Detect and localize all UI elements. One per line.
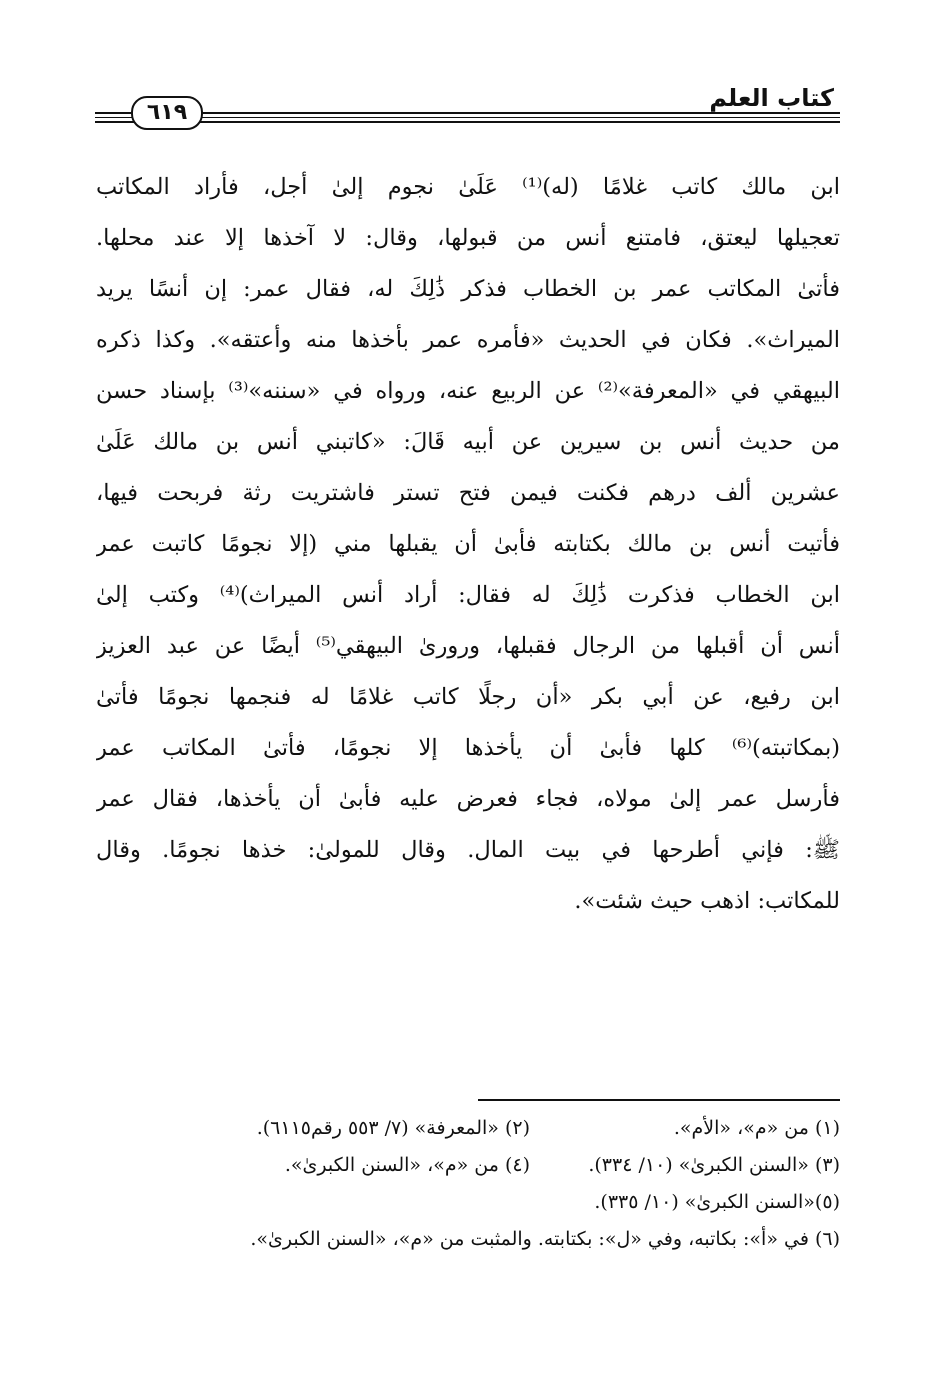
text-line: ﷺ: فإني أطرحها في بيت المال. وقال للمولىٰ: خذها نجومًا. وقال	[96, 837, 840, 863]
header-rule-bottom	[95, 121, 840, 123]
footnote-5: (٥)«السنن الكبرىٰ» (١٠/ ٣٣٥).	[594, 1191, 840, 1213]
text-line: ابن رفيع، عن أبي بكر «أن رجلًا كاتب غلامًا له فنجمها نجومًا فأتىٰ	[96, 684, 840, 710]
page-number: ٦١٩	[131, 96, 203, 130]
footnote-1: (١) من «م»، «الأم».	[673, 1117, 840, 1139]
chapter-title: كتاب العلم	[709, 84, 834, 112]
main-text	[96, 162, 840, 927]
text-line: ابن الخطاب فذكرت ذَٰلِكَ له فقال: أراد أنس الميراث)⁽⁴⁾ وكتب إلىٰ	[96, 582, 840, 608]
footnote-separator	[478, 1099, 840, 1101]
text-line: فأتىٰ المكاتب عمر بن الخطاب فذكر ذَٰلِكَ له، فقال عمر: إن أنسًا يريد	[96, 276, 840, 302]
text-line: البيهقي في «المعرفة»⁽²⁾ عن الربيع عنه، ورواه في «سننه»⁽³⁾ بإسناد حسن	[96, 378, 840, 404]
text-line: عشرين ألف درهم فكنت فيمن فتح تستر فاشتريت رثة فربحت فيها،	[96, 480, 840, 506]
footnote-row	[96, 1221, 840, 1258]
footnote-row	[96, 1147, 840, 1184]
footnote-row	[96, 1184, 840, 1221]
footnote-row	[96, 1110, 840, 1147]
footnotes	[96, 1110, 840, 1258]
text-line: (بمكاتبته)⁽⁶⁾ كلها فأبىٰ أن يأخذها إلا نجومًا، فأتىٰ المكاتب عمر	[96, 735, 840, 761]
header-rule-top	[95, 112, 840, 114]
page-header	[95, 82, 840, 132]
footnote-2: (٢) «المعرفة» (٧/ ٥٥٣ رقم٦١١٥).	[256, 1117, 530, 1139]
footnote-4: (٤) من «م»، «السنن الكبرىٰ».	[284, 1154, 530, 1176]
text-line: تعجيلها ليعتق، فامتنع أنس من قبولها، وقال: لا آخذها إلا عند محلها.	[96, 225, 840, 251]
header-rule-middle	[95, 117, 840, 118]
text-line: أنس أن أقبلها من الرجال فقبلها، ورورىٰ البيهقي⁽⁵⁾ أيضًا عن عبد العزيز	[96, 633, 840, 659]
text-line: للمكاتب: اذهب حيث شئت».	[574, 888, 840, 914]
footnote-6: (٦) في «أ»: بكاتبه، وفي «ل»: بكتابته. والمثبت من «م»، «السنن الكبرىٰ».	[250, 1228, 840, 1250]
text-line: الميراث». فكان في الحديث «فأمره عمر بأخذها منه وأعتقه». وكذا ذكره	[96, 327, 840, 353]
text-line: فأتيت أنس بن مالك بكتابته فأبىٰ أن يقبلها مني (إلا نجومًا كاتبت عمر	[96, 531, 840, 557]
text-line: فأرسل عمر إلىٰ مولاه، فجاء فعرض عليه فأبىٰ أن يأخذها، فقال عمر	[96, 786, 840, 812]
text-line: من حديث أنس بن سيرين عن أبيه قَالَ: «كاتبني أنس بن مالك عَلَىٰ	[96, 429, 840, 455]
footnote-3: (٣) «السنن الكبرىٰ» (١٠/ ٣٣٤).	[588, 1154, 840, 1176]
text-line: ابن مالك كاتب غلامًا (له)⁽¹⁾ عَلَىٰ نجوم إلىٰ أجل، فأراد المكاتب	[96, 174, 840, 200]
